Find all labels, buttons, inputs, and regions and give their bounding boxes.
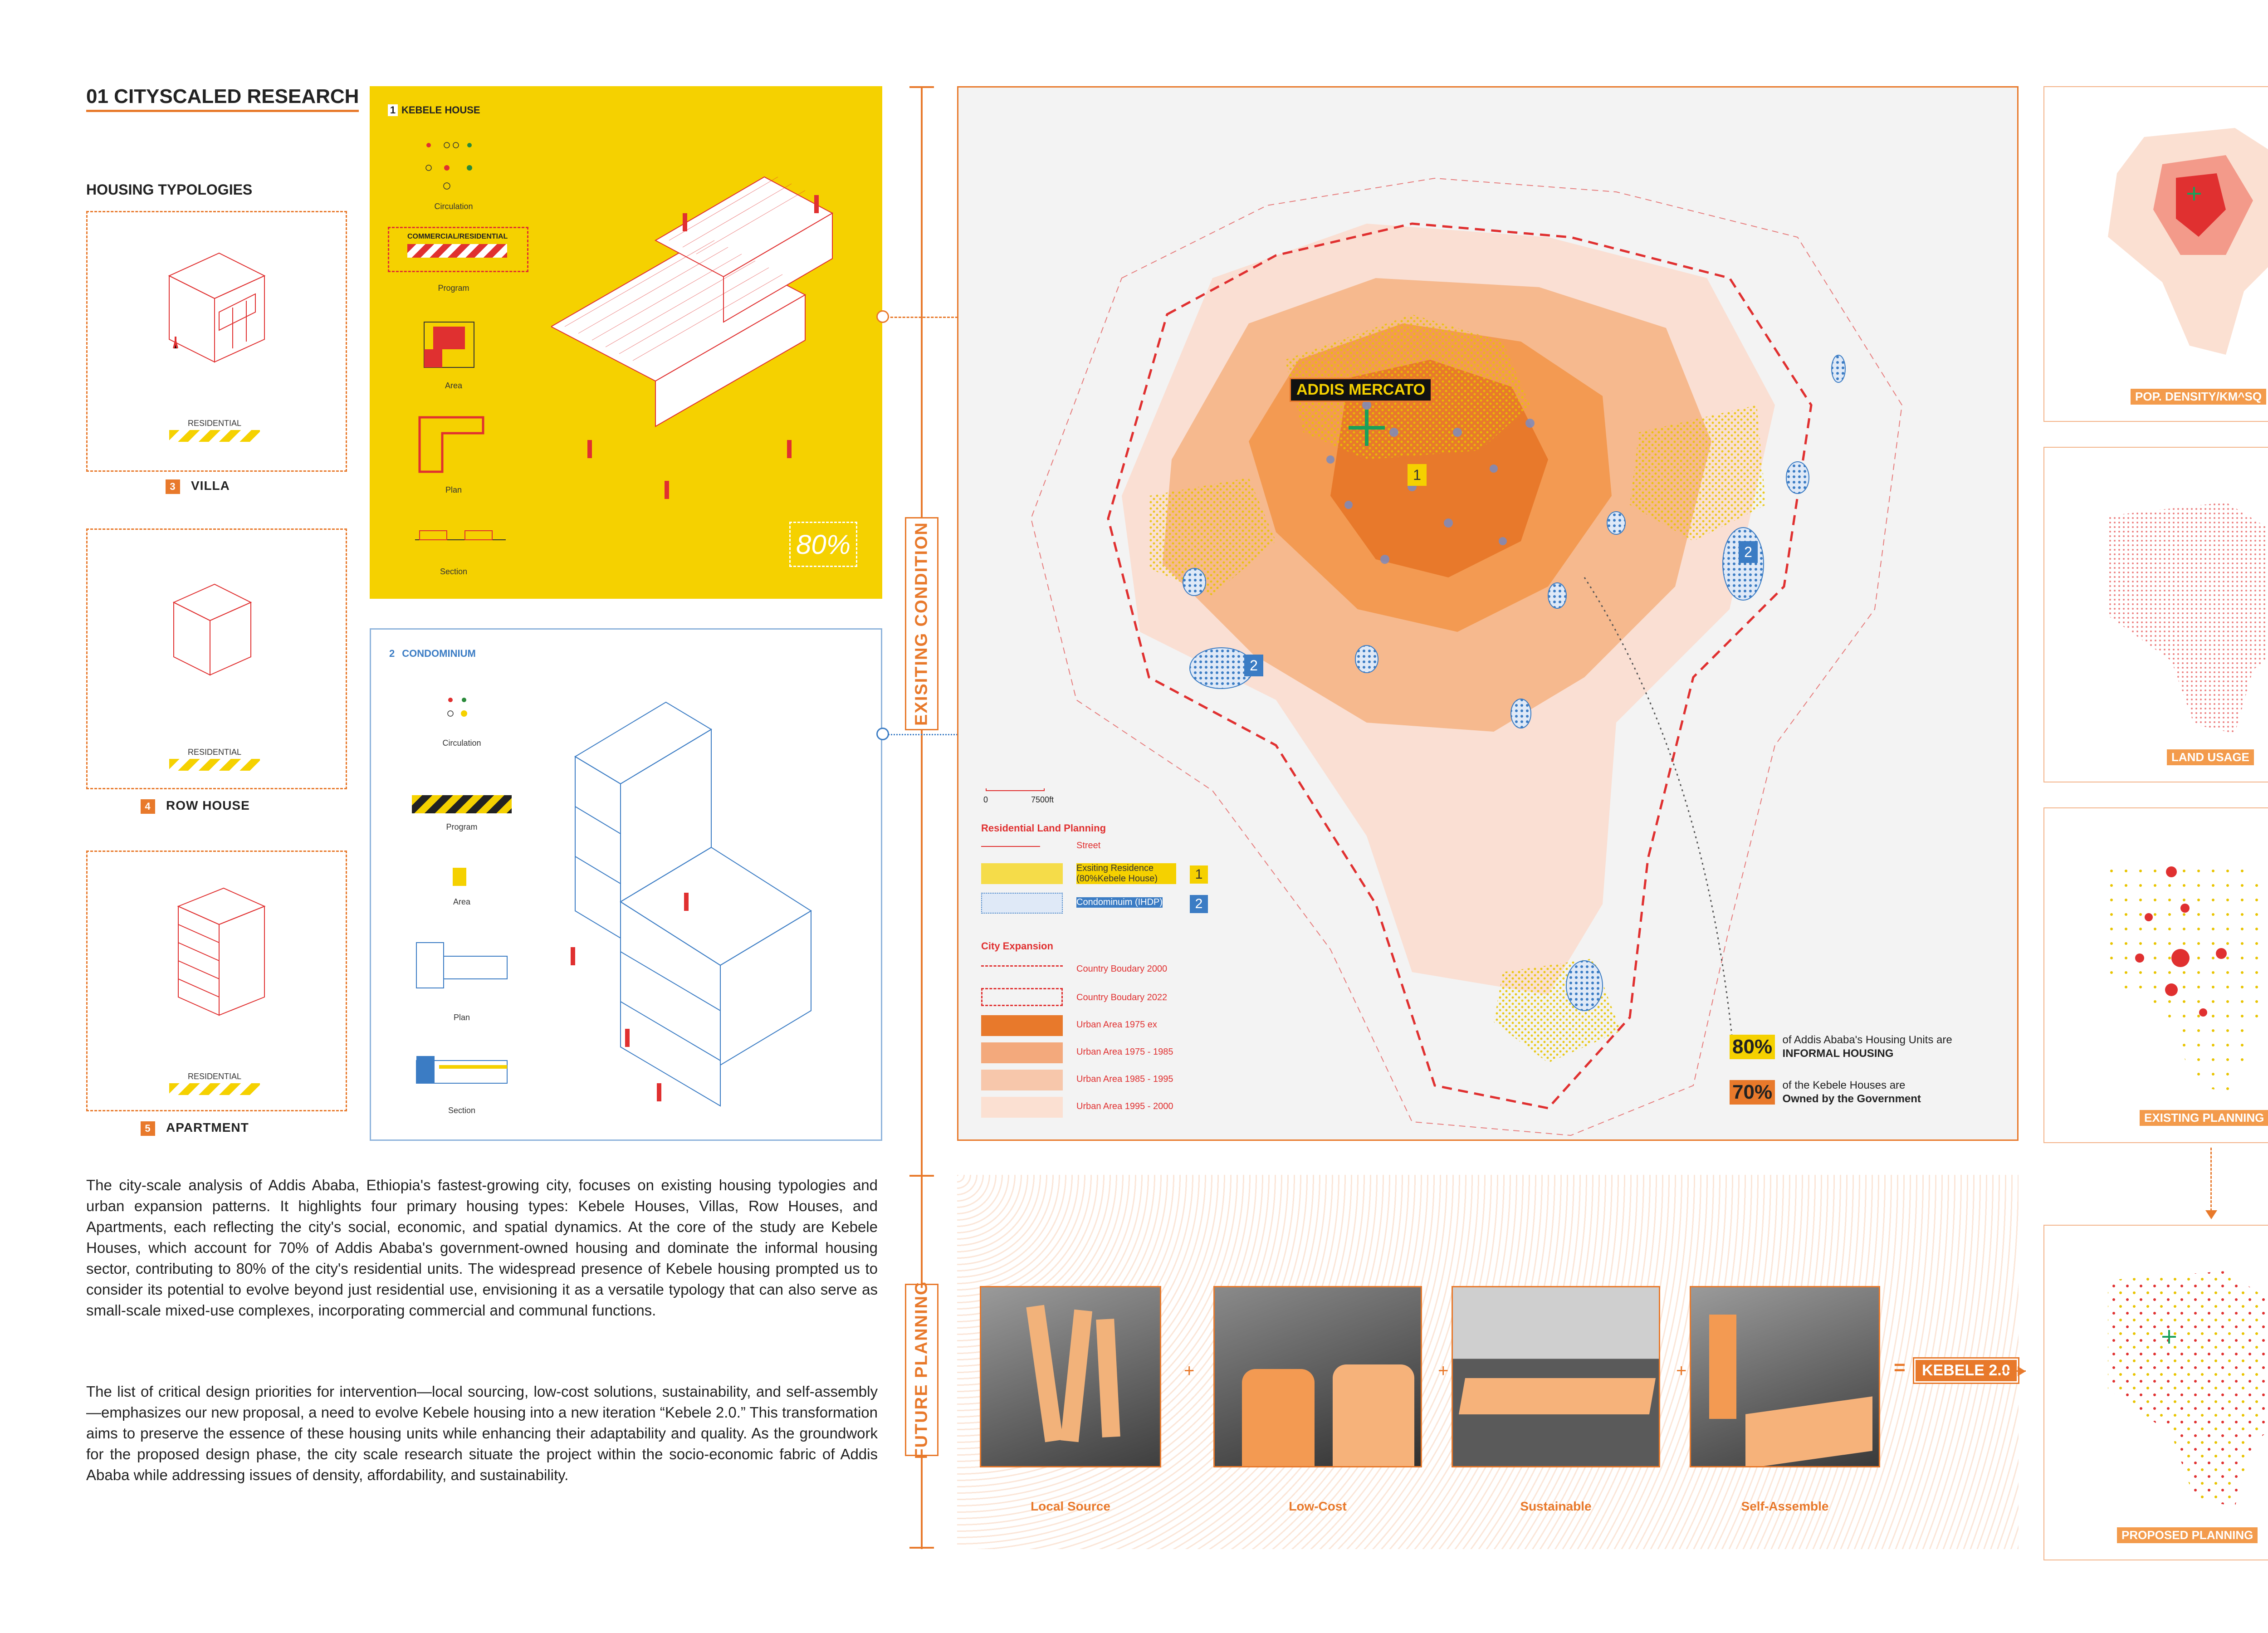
kebele-program-label: Program <box>438 284 469 293</box>
condo-section-diagram <box>412 1051 516 1088</box>
stat-government: 70% of the Kebele Houses are Owned by the Government <box>1730 1079 1921 1106</box>
photo-self-assemble <box>1690 1286 1880 1467</box>
legend-urban-1975-85: Urban Area 1975 - 1985 <box>1076 1047 1173 1057</box>
kebele-percent-badge: 80% <box>789 522 857 567</box>
circulation-diagram <box>420 132 488 191</box>
proposed-planning-thumb <box>2043 1225 2268 1560</box>
side-divider-tick-mid <box>909 1175 934 1177</box>
stat-informal: 80% of Addis Ababa's Housing Units are INFORMAL HOUSING <box>1730 1033 1952 1061</box>
legend-boundary-2000: Country Boudary 2000 <box>1076 964 1168 974</box>
apartment-label: 5 APARTMENT <box>141 1120 249 1136</box>
future-planning-tab: FUTURE PLANNING <box>905 1284 938 1456</box>
legend-swatch-1985-95 <box>981 1070 1063 1090</box>
land-usage-thumb <box>2043 447 2268 782</box>
kebele-section-label: Section <box>440 567 468 576</box>
kebele-axonometric <box>551 159 846 522</box>
housing-typologies-heading: HOUSING TYPOLOGIES <box>86 181 253 198</box>
legend-expansion-title: City Expansion <box>981 940 1053 952</box>
legend-swatch-1975-85 <box>981 1042 1063 1063</box>
legend-swatch-1995-2000 <box>981 1097 1063 1118</box>
scale-end: 7500ft <box>1031 795 1054 804</box>
legend-existing-num: 1 <box>1190 865 1208 884</box>
description-paragraph-1: The city-scale analysis of Addis Ababa, Ethiopia's fastest-growing city, focuses on existing housing typologies and urban expansion patterns. It highlights four primary housing types: Kebele Houses, Villas, Row Houses, and Apartments, each reflecting the city's social, economic, and spatial dynamics. At the core of the study are Kebele Houses, which account for 70% of Addis Ababa's government-owned housing and dominate the informal housing sector, contributing to 80% of the city's residential units. The widespread presence of Kebele housing prompted us to consider its potential to evolve beyond just residential use, envisioning it as a versatile typology that can also serve as small-scale mixed-use complexes, incorporating commercial and communal functions. <box>86 1177 878 1319</box>
pop-density-map <box>2090 119 2268 373</box>
legend-condo: Condominuim (IHDP) <box>1076 897 1163 907</box>
area-diagram <box>420 318 492 372</box>
condominium-card <box>370 628 882 1141</box>
proposed-planning-caption: PROPOSED PLANNING <box>2117 1527 2258 1543</box>
legend-existing-swatch <box>981 863 1063 884</box>
condo-plan-label: Plan <box>453 1013 470 1022</box>
row-house-stripe <box>169 759 260 771</box>
villa-stripe <box>169 430 260 442</box>
plan-diagram <box>415 413 492 476</box>
map-graphic <box>958 88 2019 1141</box>
land-usage-map <box>2090 489 2268 743</box>
program-tag: COMMERCIAL/RESIDENTIAL <box>407 233 508 240</box>
apartment-card <box>86 851 347 1111</box>
row-house-program-tag: RESIDENTIAL <box>187 748 242 757</box>
condo-plan-diagram <box>412 938 512 993</box>
land-usage-caption: LAND USAGE <box>2167 749 2254 765</box>
legend-swatch-2000 <box>981 965 1063 979</box>
villa-label: 3 VILLA <box>166 479 230 494</box>
apartment-stripe <box>169 1083 260 1095</box>
plus-1: + <box>1184 1361 1195 1381</box>
legend-urban-1995-2000: Urban Area 1995 - 2000 <box>1076 1101 1173 1111</box>
legend-boundary-2022: Country Boudary 2022 <box>1076 993 1168 1002</box>
condo-circulation-diagram <box>444 693 480 720</box>
legend-urban-1975: Urban Area 1975 ex <box>1076 1020 1157 1030</box>
addis-mercato-label: ADDIS MERCATO <box>1290 378 1432 402</box>
plus-3: + <box>1676 1361 1687 1381</box>
kebele-plan-label: Plan <box>445 485 462 494</box>
kebele-card-title: 1 KEBELE HOUSE <box>388 104 480 116</box>
apartment-axonometric <box>151 879 296 1033</box>
row-house-label: 4 ROW HOUSE <box>141 798 250 814</box>
existing-condition-tab: EXISITING CONDITION <box>905 517 938 730</box>
caption-sustainable: Sustainable <box>1520 1499 1592 1513</box>
legend-street-line <box>981 846 1040 847</box>
legend-condo-num: 2 <box>1190 895 1208 913</box>
photo-local-source <box>980 1286 1161 1467</box>
kebele-2-arrow-head <box>2018 1366 2026 1376</box>
pop-density-caption: POP. DENSITY/KM^SQ <box>2131 389 2266 405</box>
plus-2: + <box>1438 1361 1449 1381</box>
legend-condo-swatch <box>981 893 1063 914</box>
kebele-circulation-label: Circulation <box>434 202 473 211</box>
kebele-connector-node <box>876 310 889 323</box>
existing-planning-caption: EXISTING PLANNING <box>2140 1110 2268 1126</box>
kebele-area-label: Area <box>445 381 463 390</box>
villa-program-tag: RESIDENTIAL <box>187 419 242 428</box>
condo-marker-east: 2 <box>1739 541 1758 563</box>
kebele-marker: 1 <box>1408 464 1427 486</box>
future-planning-panel <box>957 1175 2019 1549</box>
page-title: 01 CITYSCALED RESEARCH <box>86 85 359 112</box>
condo-area-label: Area <box>453 897 471 906</box>
condo-connector-node <box>876 728 889 740</box>
existing-planning-map <box>2090 849 2268 1103</box>
pop-density-thumb <box>2043 86 2268 422</box>
planning-arrow-line <box>2210 1148 2212 1211</box>
photo-low-cost <box>1213 1286 1422 1467</box>
row-house-axonometric <box>151 575 287 711</box>
photo-sustainable <box>1452 1286 1660 1467</box>
villa-card <box>86 211 347 472</box>
condo-card-title: 2 CONDOMINIUM <box>389 648 476 659</box>
legend-street: Street <box>1076 841 1101 851</box>
caption-local-source: Local Source <box>1031 1499 1110 1513</box>
program-diagram <box>388 227 528 272</box>
scale-start: 0 <box>983 795 988 804</box>
side-divider-tick-bottom <box>909 1547 934 1549</box>
legend-swatch-2022 <box>981 988 1063 1006</box>
legend-existing: Exsiting Residence (80%Kebele House) <box>1076 863 1176 884</box>
scale-bar <box>986 788 1045 791</box>
villa-axonometric <box>142 240 292 389</box>
apartment-program-tag: RESIDENTIAL <box>187 1072 242 1081</box>
program-stripe <box>407 244 507 258</box>
legend-swatch-1975 <box>981 1015 1063 1036</box>
proposed-planning-map <box>2090 1262 2268 1525</box>
caption-low-cost: Low-Cost <box>1289 1499 1347 1513</box>
condo-program-label: Program <box>446 822 478 831</box>
section-diagram <box>415 522 506 544</box>
planning-arrow-head <box>2205 1210 2217 1219</box>
condo-section-label: Section <box>448 1106 476 1115</box>
condo-program-stripe <box>412 795 512 813</box>
side-divider-tick-top <box>909 86 934 88</box>
equals-sign: = <box>1894 1356 1906 1379</box>
condo-marker-west: 2 <box>1244 655 1263 676</box>
row-house-card <box>86 528 347 789</box>
city-map <box>957 86 2019 1141</box>
description-paragraph-2: The list of critical design priorities for intervention—local sourcing, low-cost solutions, sustainability, and self-assembly—emphasizes our new proposal, a need to evolve Kebele housing into a new iteration “Kebele 2.0.” This transformation aims to preserve the essence of these housing units while enhancing their adaptability and quality. As the groundwork for the proposed design phase, the city scale research situate the project within the socio-economic fabric of Addis Ababa while addressing issues of density, affordability, and sustainability. <box>86 1383 878 1483</box>
legend-residential-title: Residential Land Planning <box>981 822 1106 834</box>
condo-axonometric <box>566 657 820 1110</box>
kebele-house-card <box>370 86 882 599</box>
caption-self-assemble: Self-Assemble <box>1741 1499 1829 1513</box>
kebele-2-badge: KEBELE 2.0 <box>1914 1359 2018 1383</box>
condo-circulation-label: Circulation <box>442 738 481 748</box>
legend-urban-1985-95: Urban Area 1985 - 1995 <box>1076 1074 1173 1084</box>
condo-area-diagram <box>453 868 466 886</box>
existing-planning-thumb <box>2043 807 2268 1143</box>
